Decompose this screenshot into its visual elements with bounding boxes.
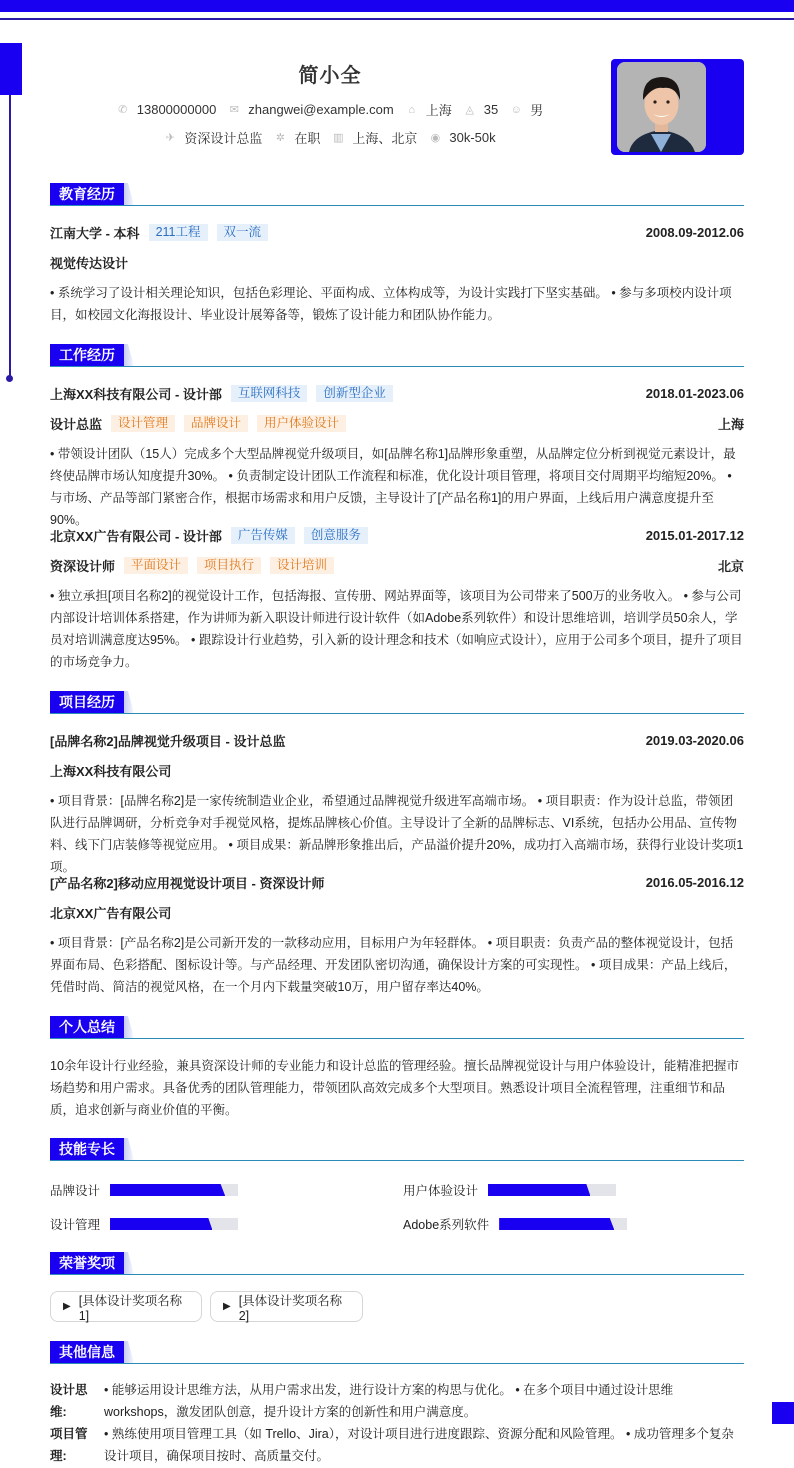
home-icon: ⌂ [408, 103, 416, 116]
phone-icon: ✆ [118, 104, 128, 116]
award-name: [具体设计奖项名称1] [78, 1293, 183, 1323]
skill-bar [110, 1184, 238, 1196]
job-role: 资深设计师 [50, 559, 116, 574]
info-status: ✲ 在职 [275, 131, 321, 146]
info-email: ✉ zhangwei@example.com [229, 102, 394, 117]
mail-icon: ✉ [229, 104, 239, 116]
skill-item [403, 1215, 627, 1233]
award-name: [具体设计奖项名称2] [238, 1293, 343, 1323]
skill-name: 品牌设计 [50, 1184, 101, 1198]
salary-icon: ◉ [430, 132, 441, 144]
role-skill-tag: 品牌设计 [184, 415, 248, 432]
education-description: • 系统学习了设计相关理论知识，包括色彩理论、平面构成、立体构成等，为设计实践打下坚实基础。 • 参与多项校内设计项目，如校园文化海报设计、毕业设计展筹备等，锻炼了设计能力和团队协作能力。 [50, 286, 732, 322]
skill-bar-fill [110, 1184, 225, 1196]
section-summary-header [50, 1015, 744, 1039]
project-company: 上海XX科技有限公司 [50, 764, 172, 779]
triangle-right-icon: ▶ [223, 1301, 231, 1312]
skill-item [50, 1215, 238, 1233]
project-company-row [50, 761, 744, 780]
section-title: 荣誉奖项 [50, 1252, 124, 1274]
candidate-name: 简小全 [298, 65, 362, 87]
company-tag: 广告传媒 [231, 527, 295, 544]
section-skills-header [50, 1137, 744, 1161]
status-icon: ✲ [275, 132, 285, 144]
send-icon: ✈ [165, 132, 175, 144]
other-info-item [50, 1379, 744, 1423]
company-name: 北京XX广告有限公司 - 设计部 [50, 529, 222, 544]
project-title: [产品名称2]移动应用视觉设计项目 - 资深设计师 [50, 876, 325, 891]
skill-name: 设计管理 [50, 1218, 101, 1232]
work-role-row [50, 414, 744, 433]
role-skill-tag: 设计管理 [111, 415, 175, 432]
work-company-row [50, 526, 744, 545]
section-work-header [50, 343, 744, 367]
job-intent-row [50, 128, 610, 147]
skill-item [50, 1181, 238, 1199]
skill-name: Adobe系列软件 [403, 1218, 490, 1232]
skill-bar-fill [110, 1218, 212, 1230]
photo-frame [611, 59, 744, 155]
other-info-label: 项目管理: [50, 1427, 88, 1463]
skill-item [403, 1181, 616, 1199]
job-role: 设计总监 [50, 417, 103, 432]
role-skill-tag: 设计培训 [270, 557, 334, 574]
project-title-row [50, 873, 744, 892]
company-tag: 创新型企业 [316, 385, 393, 402]
section-other-header [50, 1340, 744, 1364]
section-awards-header [50, 1251, 744, 1275]
summary-text: 10余年设计行业经验，兼具资深设计师的专业能力和设计总监的管理经验。擅长品牌视觉设计与用户体验设计，能精准把握市场趋势和用户需求。具备优秀的团队管理能力，带领团队高效完成多个大型项目。熟悉设计项目全流程管理，注重细节和品质，追求创新与商业价值的平衡。 [50, 1059, 739, 1117]
project-description: • 项目背景：[产品名称2]是公司新开发的一款移动应用，目标用户为年轻群体。 • 项目职责：负责产品的整体视觉设计，包括界面布局、色彩搭配、图标设计等。与产品经理、开发团队密切沟通，确保设计方案的可实现性。 • 项目成果：产品上线后，凭借时尚、简洁的视觉风格，在一个月内下载量突破10万，用户留存率达40%。 [50, 936, 737, 994]
skill-bar-fill [499, 1218, 614, 1230]
skill-name: 用户体验设计 [403, 1184, 479, 1198]
other-info-label: 设计思维: [50, 1383, 88, 1419]
side-accent-block [0, 43, 22, 95]
project-title-row [50, 731, 744, 750]
top-accent-bar [0, 0, 794, 12]
work-city: 北京 [717, 559, 744, 574]
award-item[interactable] [50, 1291, 202, 1322]
company-tag: 创意服务 [304, 527, 368, 544]
project-date: 2019.03-2020.06 [645, 733, 744, 748]
school-tag: 211工程 [149, 224, 208, 241]
section-title: 技能专长 [50, 1138, 124, 1160]
school-name: 江南大学 - 本科 [50, 226, 140, 241]
skill-bar [110, 1218, 238, 1230]
info-age: ◬ 35 [465, 102, 499, 117]
triangle-right-icon: ▶ [63, 1301, 71, 1312]
info-city: ⌂ 上海 [406, 100, 452, 119]
work-description: • 带领设计团队（15人）完成多个大型品牌视觉升级项目，如[品牌名称1]品牌形象重塑，从品牌定位分析到视觉元素设计，最终使品牌市场认知度提升30%。 • 负责制定设计团队工作流程和标准，优化设计项目管理，将项目交付周期平均缩短20%。 • 与市场、产品等部门紧密合作，根据市场需求和用户反馈，主导设计了[产品名称1]的用户界面，上线后用户满意度提升至90%。 [50, 447, 736, 527]
other-info-text: • 熟练使用项目管理工具（如 Trello、Jira），对设计项目进行进度跟踪、资源分配和风险管理。 • 成功管理多个复杂设计项目，确保项目按时、高质量交付。 [104, 1427, 734, 1463]
work-date: 2015.01-2017.12 [645, 528, 744, 543]
skill-bar-fill [488, 1184, 590, 1196]
contact-row [50, 100, 610, 119]
avatar [617, 62, 706, 152]
company-name: 上海XX科技有限公司 - 设计部 [50, 387, 222, 402]
info-salary: ◉ 30k-50k [430, 130, 496, 145]
work-date: 2018.01-2023.06 [645, 386, 744, 401]
section-title: 项目经历 [50, 691, 124, 713]
award-item[interactable] [210, 1291, 363, 1322]
education-row [50, 223, 744, 242]
info-target-city: ▥ 上海、北京 [333, 131, 418, 146]
skill-bar [499, 1218, 627, 1230]
building-icon: ▥ [333, 132, 344, 144]
section-title: 教育经历 [50, 183, 124, 205]
major-row [50, 253, 744, 272]
school-tag: 双一流 [217, 224, 269, 241]
project-company-row [50, 903, 744, 922]
work-description: • 独立承担[项目名称2]的视觉设计工作，包括海报、宣传册、网站界面等，该项目为公司带来了500万的业务收入。 • 参与公司内部设计培训体系搭建，作为讲师为新入职设计师进行设计软件（如Adobe系列软件）和设计思维培训，培训学员50余人，学员对培训满意度达95%。 • 跟踪设计行业趋势，引入新的设计理念和技术（如响应式设计），应用于公司多个项目，提升了项目的市场竞争力。 [50, 589, 743, 669]
project-company: 北京XX广告有限公司 [50, 906, 172, 921]
person-icon: ☺ [510, 103, 522, 116]
side-timeline-dot [6, 375, 13, 382]
info-phone: ✆ 13800000000 [118, 102, 217, 117]
project-date: 2016.05-2016.12 [645, 875, 744, 890]
project-description: • 项目背景：[品牌名称2]是一家传统制造业企业，希望通过品牌视觉升级进军高端市场。 • 项目职责：作为设计总监，带领团队进行品牌调研，分析竞争对手视觉风格，提炼品牌核心价值。主导设计了全新的品牌标志、VI系统，包括办公用品、宣传物料、线下门店装修等视觉应用。 • 项目成果：新品牌形象推出后，产品溢价提升20%，成功打入高端市场，获得行业设计奖项1项。 [50, 794, 744, 874]
section-title: 其他信息 [50, 1341, 124, 1363]
role-skill-tag: 项目执行 [197, 557, 261, 574]
major: 视觉传达设计 [50, 256, 129, 271]
top-divider-line [0, 18, 794, 20]
work-role-row [50, 556, 744, 575]
work-city: 上海 [717, 417, 744, 432]
work-company-row [50, 384, 744, 403]
info-position: ✈ 资深设计总监 [165, 131, 263, 146]
portrait-image [617, 62, 706, 152]
corner-accent-block [772, 1402, 794, 1424]
resume-header [50, 55, 610, 147]
company-tag: 互联网科技 [231, 385, 308, 402]
info-gender: ☺ 男 [510, 103, 544, 118]
role-skill-tag: 用户体验设计 [257, 415, 346, 432]
side-timeline-line [9, 95, 11, 378]
section-education-header [50, 182, 744, 206]
role-skill-tag: 平面设计 [124, 557, 188, 574]
section-title: 工作经历 [50, 344, 124, 366]
project-title: [品牌名称2]品牌视觉升级项目 - 设计总监 [50, 734, 286, 749]
education-date: 2008.09-2012.06 [645, 225, 744, 240]
section-projects-header [50, 690, 744, 714]
other-info-text: • 能够运用设计思维方法，从用户需求出发，进行设计方案的构思与优化。 • 在多个项目中通过设计思维 workshops，激发团队创意，提升设计方案的创新性和用户满意度。 [104, 1383, 674, 1419]
other-info-item [50, 1423, 744, 1467]
section-title: 个人总结 [50, 1016, 124, 1038]
cake-icon: ◬ [465, 104, 474, 116]
skill-bar [488, 1184, 616, 1196]
